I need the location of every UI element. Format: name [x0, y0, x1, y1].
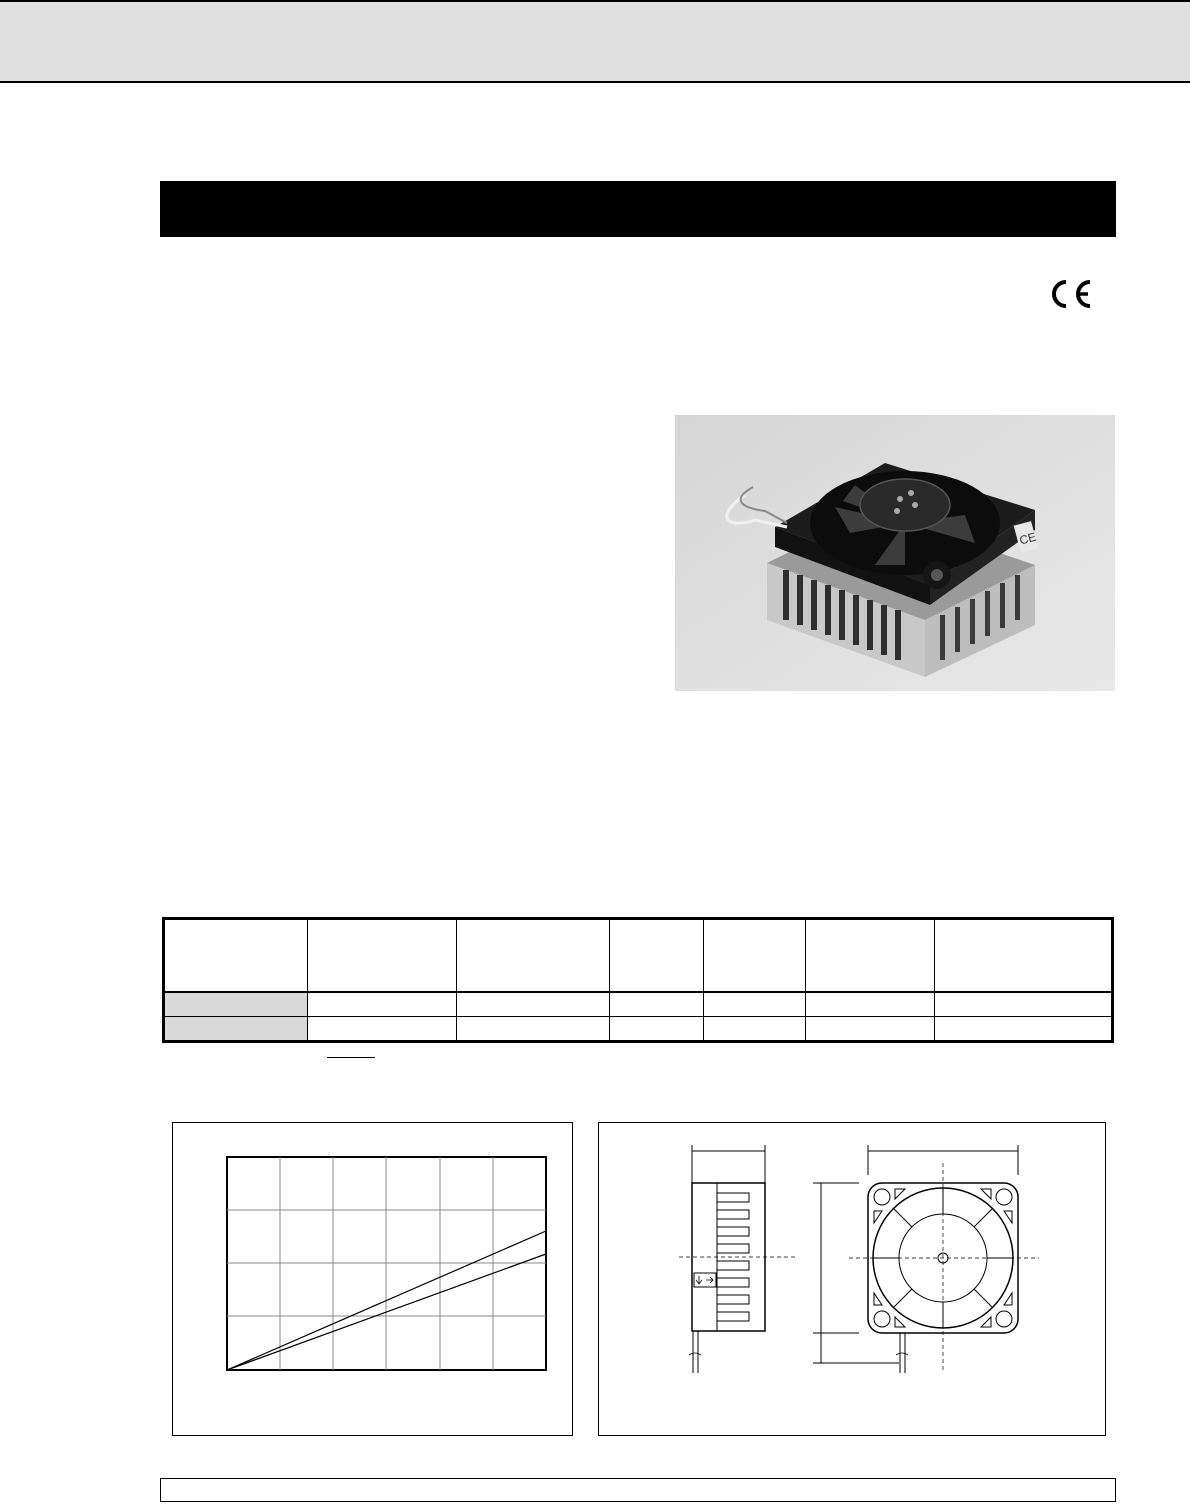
table-header-cell: [609, 919, 704, 992]
table-header-cell: [934, 919, 1112, 992]
table-header-row: [164, 919, 1113, 992]
table-header-cell: [164, 919, 308, 992]
table-cell: [704, 992, 806, 1017]
table-cell: [934, 992, 1112, 1017]
table-header-cell: [307, 919, 457, 992]
dimension-drawing-box: [598, 1122, 1106, 1436]
ce-mark-logo: [1047, 278, 1095, 310]
footer-bar: [160, 1478, 1116, 1502]
table-cell: [805, 1017, 934, 1042]
table-row: [164, 1017, 1113, 1042]
performance-chart-box: [172, 1122, 573, 1436]
dimension-drawing: [599, 1123, 1107, 1437]
table-cell-model: [164, 992, 308, 1017]
table-cell: [307, 992, 457, 1017]
performance-chart: [173, 1123, 574, 1437]
table-cell-model: [164, 1017, 308, 1042]
table-cell: [609, 1017, 704, 1042]
product-title-bar: [160, 181, 1116, 237]
table-header-cell: [805, 919, 934, 992]
chart-gridlines: [227, 1157, 546, 1370]
table-cell: [934, 1017, 1112, 1042]
table-row: [164, 992, 1113, 1017]
spec-table: [162, 917, 1114, 1043]
table-cell: [805, 992, 934, 1017]
table-header-cell: [457, 919, 610, 992]
table-header-cell: [704, 919, 806, 992]
table-cell: [307, 1017, 457, 1042]
table-cell: [609, 992, 704, 1017]
page-header: [0, 0, 1190, 83]
fan-label-text: CE: [1017, 529, 1038, 548]
front-view: [813, 1145, 1039, 1373]
table-cell: [704, 1017, 806, 1042]
table-cell: [457, 992, 610, 1017]
footnote-underline: [327, 1057, 375, 1058]
side-view: [679, 1145, 795, 1373]
product-photo: [675, 415, 1115, 691]
table-cell: [457, 1017, 610, 1042]
